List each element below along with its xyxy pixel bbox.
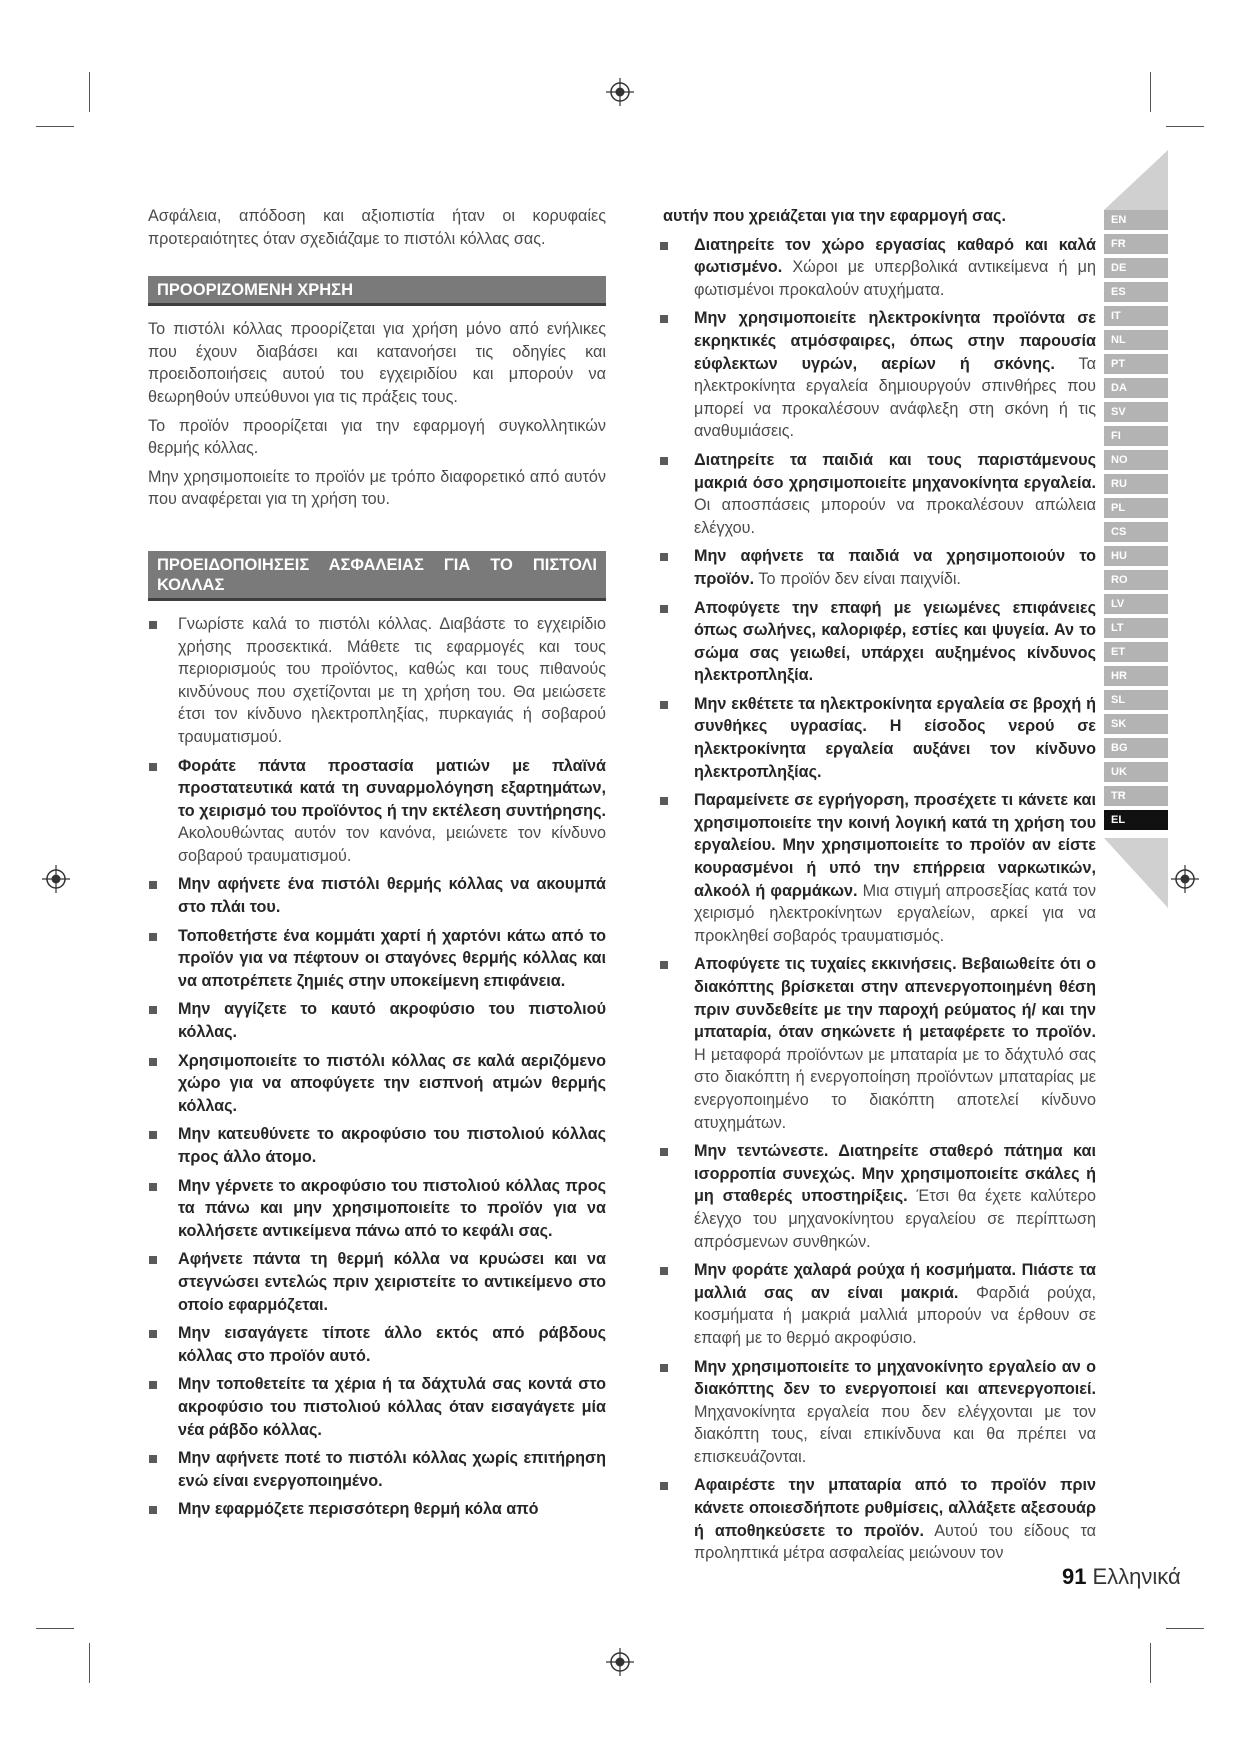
- intended-use-paragraph: Το προϊόν προορίζεται για την εφαρμογή συγκολλητικών θερμής κόλλας.: [148, 416, 606, 458]
- safety-warning-bold-text: Μην χρησιμοποιείτε το μηχανοκίνητο εργαλείο αν ο διακόπτης δεν το ενεργοποιεί και απενεργοποιεί.: [694, 1357, 1096, 1399]
- language-tab-et[interactable]: ET: [1104, 642, 1168, 662]
- safety-warning-bold-text: Μην κατευθύνετε το ακροφύσιο του πιστολιού κόλλας προς άλλο άτομο.: [178, 1125, 606, 1166]
- language-tab-lv[interactable]: LV: [1104, 594, 1168, 614]
- safety-warning-item: [663, 953, 1096, 1134]
- safety-warning-item: [148, 755, 606, 868]
- language-tab-cs[interactable]: CS: [1104, 522, 1168, 542]
- continued-item-text: αυτήν που χρειάζεται για την εφαρμογή σας.: [663, 207, 1006, 225]
- intended-use-paragraph: Μην χρησιμοποιείτε το προϊόν με τρόπο διαφορετικό από αυτόν που αναφέρεται για τη χρήση του.: [148, 467, 606, 509]
- safety-warning-text: Τα ηλεκτροκίνητα εργαλεία δημιουργούν σπινθήρες που μπορεί να προκαλέσουν ανάφλεξη στη σκόνη ή τις αναθυμιάσεις.: [694, 354, 1096, 441]
- page-footer: [1062, 1564, 1181, 1590]
- safety-warning-item: [663, 449, 1096, 539]
- language-tab-pt[interactable]: PT: [1104, 354, 1168, 374]
- language-tab-sk[interactable]: SK: [1104, 714, 1168, 734]
- safety-warning-bold-text: Φοράτε πάντα προστασία ματιών με πλαϊνά προστατευτικά κατά τη συναρμολόγηση εξαρτημάτων, το χειρισμό του προϊόντος ή την εκτέλεση συντήρησης.: [178, 756, 606, 820]
- safety-warning-item: [148, 1248, 606, 1316]
- safety-warning-item: [148, 613, 606, 749]
- language-tab-top-decoration: [1104, 150, 1168, 210]
- safety-warnings-list-left: [148, 613, 606, 1521]
- safety-warning-bold-text: Διατηρείτε τον χώρο εργασίας καθαρό και καλά φωτισμένο.: [694, 235, 1096, 277]
- safety-warning-item: [148, 998, 606, 1043]
- language-tab-hu[interactable]: HU: [1104, 546, 1168, 566]
- safety-warning-bold-text: Παραμείνετε σε εγρήγορση, προσέχετε τι κάνετε και χρησιμοποιείτε την κοινή λογική κατά τη χρήση του εργαλείου. Μην χρησιμοποιείτε το προϊόν αν είστε κουρασμένοι ή υπό την επήρρεια ναρκωτικών, αλκοόλ ή φαρμάκων.: [694, 791, 1096, 900]
- language-tab-sv[interactable]: SV: [1104, 402, 1168, 422]
- language-tab-bg[interactable]: BG: [1104, 738, 1168, 758]
- safety-warning-bold-text: Μην τεντώνεστε. Διατηρείτε σταθερό πάτημα και ισορροπία συνεχώς. Μην χρησιμοποιείτε σκάλες ή μη σταθερές υποστηρίξεις.: [694, 1142, 1096, 1206]
- language-tab-no[interactable]: NO: [1104, 450, 1168, 470]
- safety-warning-bold-text: Μην τοποθετείτε τα χέρια ή τα δάχτυλά σας κοντά στο ακροφύσιο του πιστολιού κόλλας όταν εισαγάγετε μία νέα ράβδο κόλλας.: [178, 1375, 606, 1439]
- language-tab-list: [1104, 210, 1168, 834]
- registration-mark-icon: [606, 1648, 634, 1676]
- safety-warning-item: [663, 1259, 1096, 1349]
- language-tab-tr[interactable]: TR: [1104, 786, 1168, 806]
- safety-warning-text: Ακολουθώντας αυτόν τον κανόνα, μειώνετε τον κίνδυνο σοβαρού τραυματισμού.: [178, 824, 606, 865]
- safety-warning-text: Έτσι θα έχετε καλύτερο έλεγχο του μηχανοκίνητου εργαλείου σε περίπτωση απρόσμενων συνθηκών.: [694, 1187, 1096, 1251]
- safety-warning-text: Μια στιγμή απροσεξίας κατά τον χειρισμό ηλεκτροκίνητων εργαλείων, αρκεί για να προκληθεί σοβαρός τραυματισμός.: [694, 881, 1096, 945]
- safety-warning-text: Μηχανοκίνητα εργαλεία που δεν ελέγχονται με τον διακόπτη τους, είναι επικίνδυνα και θα πρέπει να επισκευάζονται.: [694, 1402, 1096, 1466]
- safety-warnings-heading: ΠΡΟΕΙΔΟΠΟΙΗΣΕΙΣ ΑΣΦΑΛΕΙΑΣ ΓΙΑ ΤΟ ΠΙΣΤΟΛΙ ΚΟΛΛΑΣ: [148, 551, 606, 601]
- language-tab-hr[interactable]: HR: [1104, 666, 1168, 686]
- safety-warning-bold-text: Αφαιρέστε την μπαταρία από το προϊόν πριν κάνετε οποιεσδήποτε ρυθμίσεις, αλλάξετε αξεσουάρ ή αποθηκεύσετε το προϊόν.: [694, 1476, 1096, 1540]
- crop-mark: [36, 1628, 74, 1629]
- crop-mark: [1150, 1643, 1151, 1683]
- safety-warning-text: Αυτού του είδους τα προληπτικά μέτρα ασφαλείας μειώνουν τον: [694, 1521, 1097, 1563]
- safety-warning-text: Η μεταφορά προϊόντων με μπαταρία με το δάχτυλό σας στο διακόπτη ή ενεργοποίηση προϊόντων μπαταρίας με ενεργοποιημένο το διακόπτη αποτελεί κίνδυνο ατυχημάτων.: [694, 1045, 1096, 1132]
- language-tab-de[interactable]: DE: [1104, 258, 1168, 278]
- safety-warning-bold-text: Μην εισαγάγετε τίποτε άλλο εκτός από ράβδους κόλλας στο προϊόν αυτό.: [178, 1324, 606, 1365]
- crop-mark: [1166, 126, 1204, 127]
- safety-warning-item: [148, 1498, 606, 1521]
- language-tab-es[interactable]: ES: [1104, 282, 1168, 302]
- language-tab-nl[interactable]: NL: [1104, 330, 1168, 350]
- safety-warning-bold-text: Μην αφήνετε ποτέ το πιστόλι κόλλας χωρίς επιτήρηση ενώ είναι ενεργοποιημένο.: [178, 1449, 606, 1490]
- crop-mark: [1166, 1628, 1204, 1629]
- crop-mark: [89, 1643, 90, 1683]
- safety-warning-item: [663, 545, 1096, 590]
- safety-warning-item: [663, 1474, 1096, 1564]
- safety-warning-item: [663, 234, 1096, 302]
- page-language: Ελληνικά: [1092, 1564, 1181, 1589]
- safety-warning-item: [663, 693, 1096, 783]
- language-tab-el[interactable]: EL: [1104, 810, 1168, 830]
- intro-paragraph: Ασφάλεια, απόδοση και αξιοπιστία ήταν οι κορυφαίες προτεραιότητες όταν σχεδιάζαμε το πιστόλι κόλλας σας.: [148, 207, 606, 248]
- safety-warning-item: [663, 789, 1096, 947]
- language-tab-it[interactable]: IT: [1104, 306, 1168, 326]
- safety-warning-bold-text: Αποφύγετε τις τυχαίες εκκινήσεις. Βεβαιωθείτε ότι ο διακόπτης βρίσκεται στην απενεργοποιημένη θέση πριν συνδεθείτε με την παροχή ρεύματος ή/ και την μπαταρία, όταν σηκώνετε ή μεταφέρετε το προϊόν.: [694, 955, 1096, 1042]
- safety-warning-bold-text: Μην φοράτε χαλαρά ρούχα ή κοσμήματα. Πιάστε τα μαλλιά σας αν είναι μακριά.: [694, 1261, 1096, 1302]
- right-column: [663, 205, 1096, 1571]
- safety-warning-item: [148, 1373, 606, 1441]
- safety-warning-item: [148, 925, 606, 993]
- safety-warning-bold-text: Διατηρείτε τα παιδιά και τους παριστάμενους μακριά όσο χρησιμοποιείτε μηχανοκίνητα εργαλεία.: [694, 450, 1096, 492]
- safety-warning-item: [663, 1140, 1096, 1253]
- page-number: 91: [1062, 1564, 1087, 1589]
- language-tab-uk[interactable]: UK: [1104, 762, 1168, 782]
- safety-warnings-list-right: [663, 234, 1096, 1565]
- safety-warning-item: [148, 1050, 606, 1118]
- language-tab-ro[interactable]: RO: [1104, 570, 1168, 590]
- intended-use-paragraph: Το πιστόλι κόλλας προορίζεται για χρήση μόνο από ενήλικες που έχουν διαβάσει και κατανοήσει τις οδηγίες και προειδοποιήσεις αυτού του εγχειριδίου και μπορούν να θεωρηθούν υπεύθυνοι για τις πράξεις τους.: [148, 320, 606, 406]
- registration-mark-icon: [42, 865, 70, 893]
- safety-warning-item: [663, 307, 1096, 443]
- language-tab-bottom-decoration: [1104, 838, 1168, 908]
- safety-warning-item: [148, 1123, 606, 1168]
- safety-warning-bold-text: Μην εφαρμόζετε περισσότερη θερμή κόλα από: [178, 1500, 539, 1519]
- language-tab-en[interactable]: EN: [1104, 210, 1168, 230]
- safety-warning-text: Οι αποσπάσεις μπορούν να προκαλέσουν απώλεια ελέγχου.: [694, 496, 1096, 537]
- safety-warning-item: [663, 1356, 1096, 1469]
- language-tab-ru[interactable]: RU: [1104, 474, 1168, 494]
- safety-warning-text: Γνωρίστε καλά το πιστόλι κόλλας. Διαβάστε το εγχειρίδιο χρήσης προσεκτικά. Μάθετε τις εφαρμογές και τους περιορισμούς του προϊόντος, καθώς και τους πιθανούς κινδύνους που σχετίζονται με τη χρήση του. Θα μειώσετε έτσι τον κίνδυνο ηλεκτροπληξίας, πυρκαγιάς ή σοβαρού τραυματισμού.: [178, 614, 606, 746]
- registration-mark-icon: [1171, 865, 1199, 893]
- safety-warning-item: [148, 873, 606, 918]
- safety-warning-text: Χώροι με υπερβολικά αντικείμενα ή μη φωτισμένοι προκαλούν ατυχήματα.: [694, 258, 1096, 299]
- safety-warning-item: [148, 1322, 606, 1367]
- language-tab-fr[interactable]: FR: [1104, 234, 1168, 254]
- safety-warning-bold-text: Μην γέρνετε το ακροφύσιο του πιστολιού κόλλας προς τα πάνω και μην χρησιμοποιείτε το προϊόν για να κολλήσετε αντικείμενα πάνω από το κεφάλι σας.: [178, 1176, 606, 1240]
- crop-mark: [36, 126, 74, 127]
- safety-warning-bold-text: Χρησιμοποιείτε το πιστόλι κόλλας σε καλά αεριζόμενο χώρο για να αποφύγετε την εισπνοή ατμών θερμής κόλλας.: [178, 1051, 606, 1115]
- safety-warning-bold-text: Τοποθετήστε ένα κομμάτι χαρτί ή χαρτόνι κάτω από το προϊόν για να πέφτουν οι σταγόνες θερμής κόλλας και να αποτρέπετε ζημιές στην υποκείμενη επιφάνεια.: [178, 926, 606, 990]
- safety-warning-bold-text: Αφήνετε πάντα τη θερμή κόλλα να κρυώσει και να στεγνώσει εντελώς πριν χειριστείτε το αντικείμενο στο οποίο εφαρμόζεται.: [178, 1250, 606, 1314]
- safety-warning-bold-text: Μην αγγίζετε το καυτό ακροφύσιο του πιστολιού κόλλας.: [178, 1000, 606, 1042]
- language-tab-da[interactable]: DA: [1104, 378, 1168, 398]
- left-column: [148, 205, 606, 1527]
- safety-warning-text: Το προϊόν δεν είναι παιχνίδι.: [754, 569, 961, 588]
- safety-warning-item: [148, 1447, 606, 1492]
- registration-mark-icon: [606, 78, 634, 106]
- safety-warning-bold-text: Μην αφήνετε τα παιδιά να χρησιμοποιούν το προϊόν.: [694, 547, 1096, 588]
- safety-warning-bold-text: Αποφύγετε την επαφή με γειωμένες επιφάνειες όπως σωλήνες, καλοριφέρ, εστίες και ψυγεία. Αν το σώμα σας γειωθεί, υπάρχει αυξημένος κίνδυνος ηλεκτροπληξία.: [694, 598, 1096, 685]
- crop-mark: [89, 72, 90, 112]
- language-tab-fi[interactable]: FI: [1104, 426, 1168, 446]
- safety-warning-bold-text: Μην εκθέτετε τα ηλεκτροκίνητα εργαλεία σε βροχή ή συνθήκες υγρασίας. Η είσοδος νερού σε ηλεκτροκίνητα εργαλεία αυξάνει τον κίνδυνο ηλεκτροπληξίας.: [694, 694, 1096, 781]
- safety-warning-bold-text: Μην αφήνετε ένα πιστόλι θερμής κόλλας να ακουμπά στο πλάι του.: [178, 875, 606, 917]
- safety-warning-text: Φαρδιά ρούχα, κοσμήματα ή μακριά μαλλιά μπορούν να έρθουν σε επαφή με το θερμό ακροφύσιο.: [694, 1283, 1096, 1347]
- safety-warning-item: [663, 597, 1096, 687]
- language-tab-pl[interactable]: PL: [1104, 498, 1168, 518]
- safety-warning-bold-text: Μην χρησιμοποιείτε ηλεκτροκίνητα προϊόντα σε εκρηκτικές ατμόσφαιρες, όπως στην παρουσία εύφλεκτων υγρών, αερίων ή σκόνης.: [694, 309, 1096, 373]
- intended-use-heading: ΠΡΟΟΡΙΖΟΜΕΝΗ ΧΡΗΣΗ: [148, 276, 606, 306]
- safety-warning-item: [148, 1175, 606, 1243]
- crop-mark: [1150, 72, 1151, 112]
- language-tab-lt[interactable]: LT: [1104, 618, 1168, 638]
- language-tab-sl[interactable]: SL: [1104, 690, 1168, 710]
